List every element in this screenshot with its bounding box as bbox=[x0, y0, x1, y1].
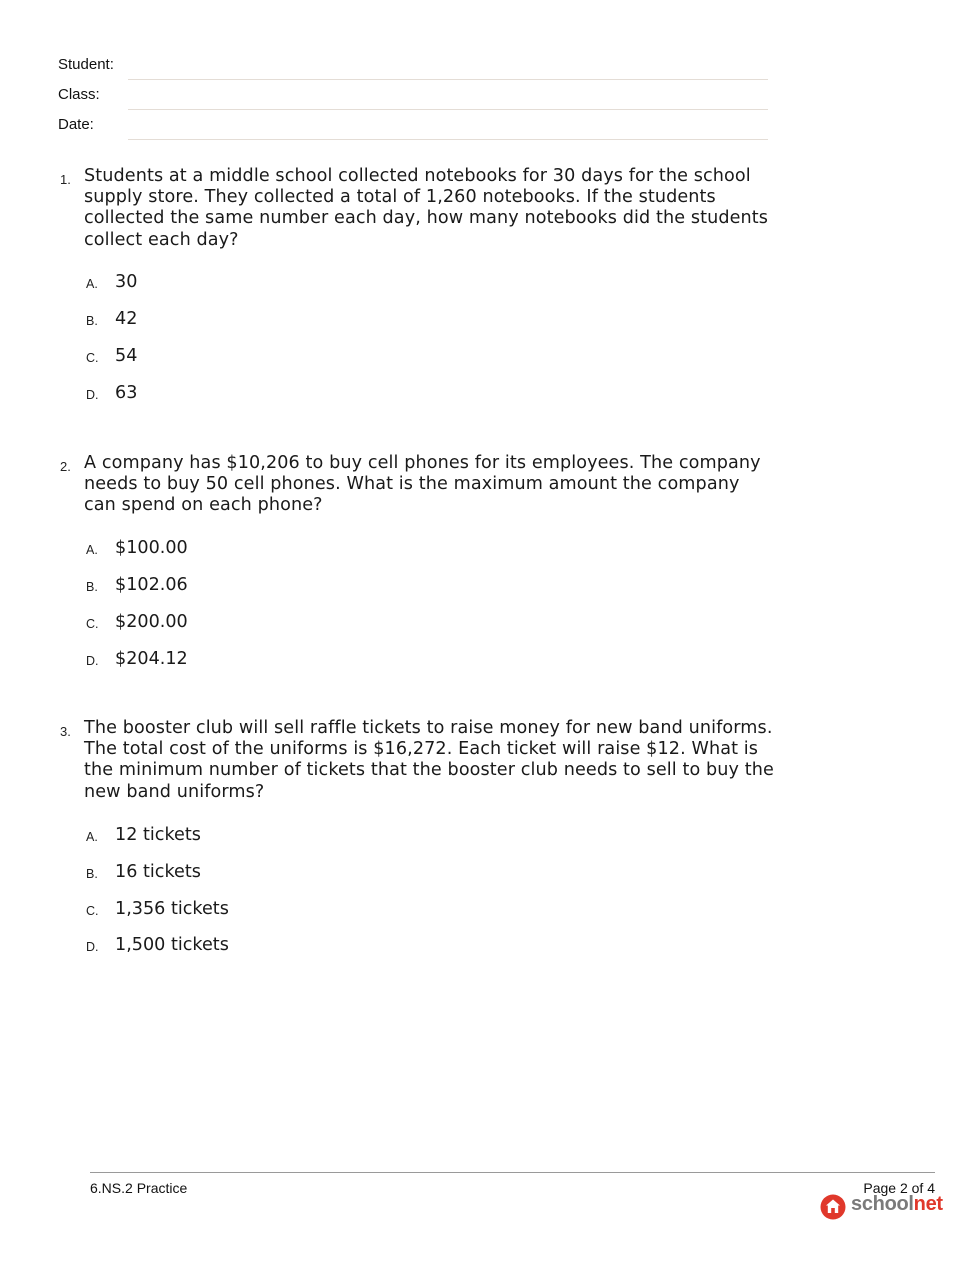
choice-text: $204.12 bbox=[115, 649, 188, 669]
footer-title: 6.NS.2 Practice bbox=[90, 1180, 188, 1196]
question-number: 3. bbox=[60, 724, 71, 739]
class-label: Class: bbox=[58, 86, 100, 103]
question-number: 1. bbox=[60, 172, 71, 187]
logo-school-text: school bbox=[851, 1193, 914, 1215]
date-label: Date: bbox=[58, 116, 94, 133]
choice-letter: B. bbox=[86, 314, 98, 328]
choice-text: 30 bbox=[115, 272, 138, 292]
choice-text: $200.00 bbox=[115, 612, 188, 632]
choice-text: 54 bbox=[115, 346, 138, 366]
footer-divider bbox=[90, 1172, 935, 1173]
page-number: Page 2 of 4 bbox=[863, 1180, 935, 1196]
question-number: 2. bbox=[60, 459, 71, 474]
choice-letter: B. bbox=[86, 867, 98, 881]
class-field[interactable] bbox=[128, 109, 768, 110]
student-field[interactable] bbox=[128, 79, 768, 80]
choice-letter: C. bbox=[86, 904, 99, 918]
choice-letter: C. bbox=[86, 351, 99, 365]
choice-text: 1,356 tickets bbox=[115, 899, 229, 919]
choice-text: 42 bbox=[115, 309, 138, 329]
choice-letter: C. bbox=[86, 617, 99, 631]
choice-letter: A. bbox=[86, 277, 98, 291]
logo-wordmark bbox=[851, 1193, 943, 1216]
choice-text: $102.06 bbox=[115, 575, 188, 595]
student-label: Student: bbox=[58, 56, 114, 73]
choice-letter: B. bbox=[86, 580, 98, 594]
choice-text: 12 tickets bbox=[115, 825, 201, 845]
choice-letter: A. bbox=[86, 543, 98, 557]
choice-text: 1,500 tickets bbox=[115, 935, 229, 955]
date-field[interactable] bbox=[128, 139, 768, 140]
choice-letter: A. bbox=[86, 830, 98, 844]
choice-text: $100.00 bbox=[115, 538, 188, 558]
choice-letter: D. bbox=[86, 388, 99, 402]
schoolnet-logo bbox=[820, 1193, 943, 1223]
choice-text: 16 tickets bbox=[115, 862, 201, 882]
choice-letter: D. bbox=[86, 654, 99, 668]
choice-text: 63 bbox=[115, 383, 138, 403]
logo-net-text: net bbox=[913, 1193, 943, 1215]
question-text: The booster club will sell raffle tickets to raise money for new band uniforms. The total cost of the uniforms is $16,272. Each ticket will raise $12. What is the minimum number of tickets that the booster club needs to sell to buy the new band uniforms? bbox=[84, 718, 774, 802]
question-text: Students at a middle school collected notebooks for 30 days for the school supply store. They collected a total of 1,260 notebooks. If the students collected the same number each day, how many notebooks did the students collect each day? bbox=[84, 166, 769, 250]
question-text: A company has $10,206 to buy cell phones for its employees. The company needs to buy 50 cell phones. What is the maximum amount the company can spend on each phone? bbox=[84, 453, 761, 516]
house-icon bbox=[820, 1194, 846, 1220]
choice-letter: D. bbox=[86, 940, 99, 954]
